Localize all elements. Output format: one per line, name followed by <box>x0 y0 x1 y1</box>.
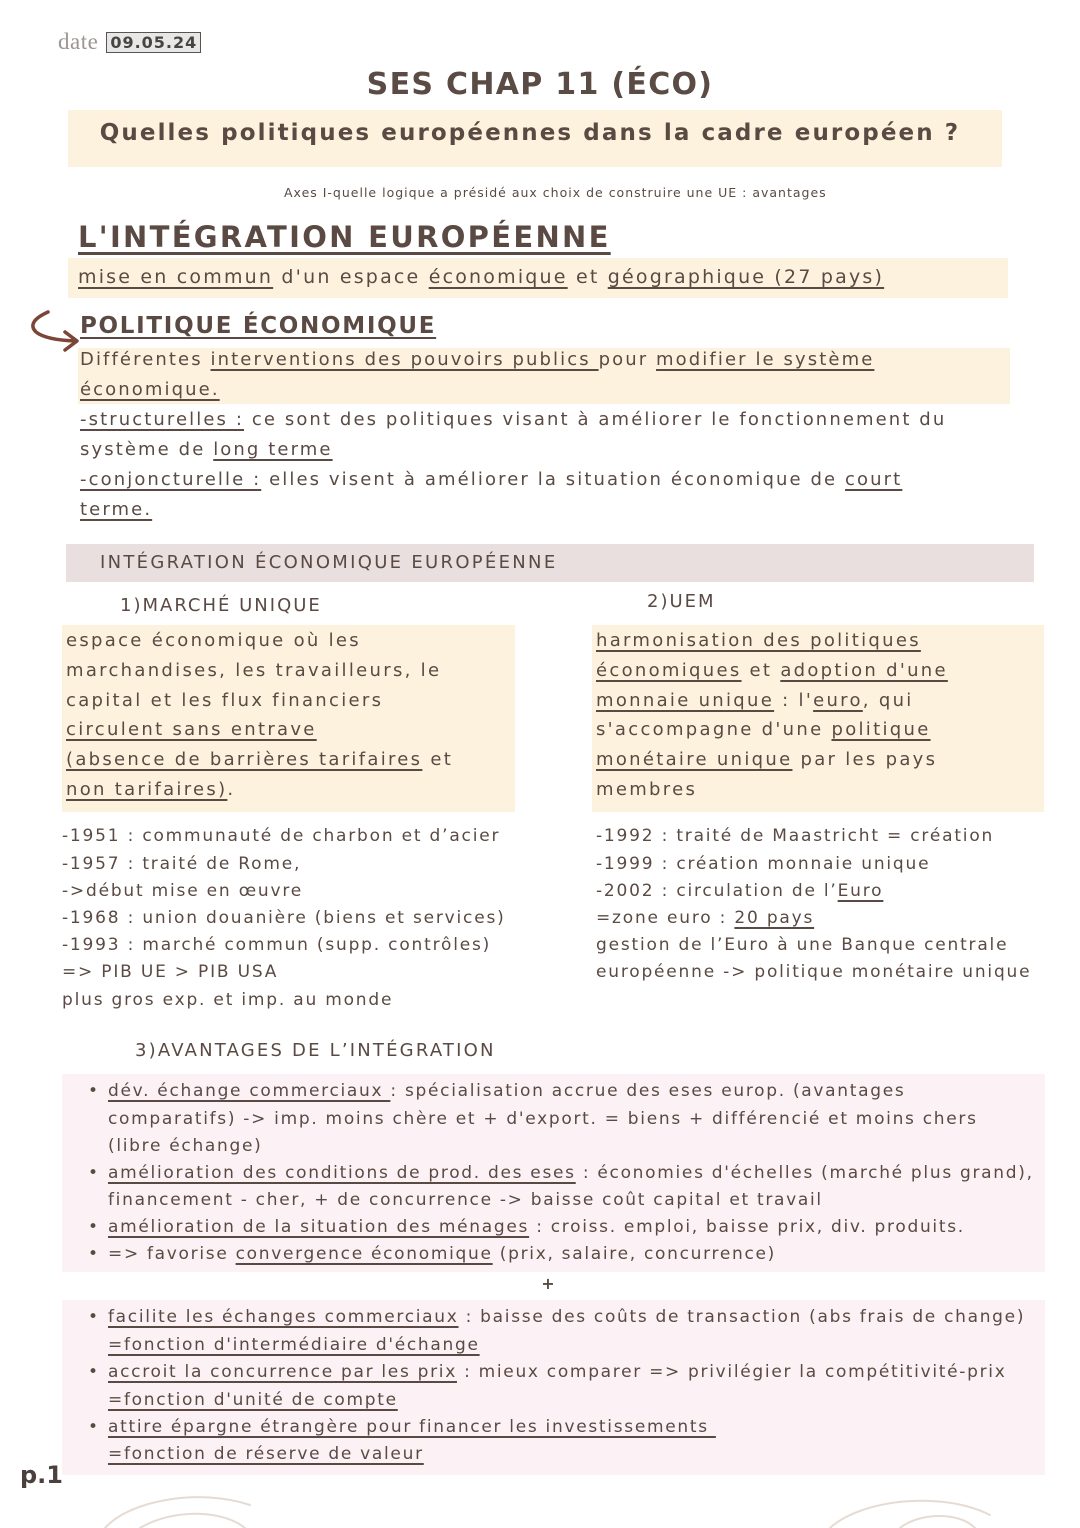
text-line <box>596 686 914 716</box>
section-title: INTÉGRATION ÉCONOMIQUE EUROPÉENNE <box>100 552 558 573</box>
text-line <box>80 345 874 375</box>
page-number: p.1 <box>20 1461 63 1489</box>
text-segment: ->début mise en œuvre <box>62 880 304 901</box>
text-segment: -1993 : marché commun (supp. contrôles) <box>62 935 492 956</box>
text-line <box>108 1187 823 1214</box>
text-segment: plus gros exp. et imp. au monde <box>62 989 394 1010</box>
date-value: 09.05.24 <box>106 32 201 53</box>
text-segment: : l' <box>774 689 814 711</box>
text-segment: Différentes <box>80 349 211 370</box>
text-segment: -1951 : communauté de charbon et d’acier <box>62 826 501 847</box>
integration-definition <box>78 258 1003 296</box>
text-segment: pour <box>598 349 657 370</box>
underlined-text: euro <box>813 689 863 711</box>
question-text: Quelles politiques européennes dans la cadre européen ? <box>99 120 961 146</box>
text-segment: capital et les flux financiers <box>66 689 384 711</box>
text-line <box>596 626 921 656</box>
decorative-curves <box>0 1480 1080 1528</box>
text-segment: et <box>567 266 608 288</box>
underlined-text: court <box>845 469 903 490</box>
underlined-text: politique <box>831 719 931 741</box>
marche-unique-definition <box>66 626 513 805</box>
text-segment: : économies d'échelles (marché plus grand), <box>575 1162 1034 1183</box>
date-label: date <box>58 29 99 54</box>
text-segment: . <box>227 778 236 800</box>
text-segment: (libre échange) <box>108 1135 263 1156</box>
underlined-text: accroit la concurrence par les prix <box>108 1362 457 1383</box>
text-segment: par les pays <box>792 749 938 771</box>
question-banner <box>68 110 1002 167</box>
text-line <box>108 1214 965 1241</box>
date-row <box>58 28 201 56</box>
underlined-text: économique <box>428 266 568 288</box>
underlined-text: harmonisation des politiques <box>596 630 921 651</box>
text-segment: d'un espace <box>273 266 429 288</box>
underlined-text: dév. échange commerciaux <box>108 1081 391 1102</box>
text-line <box>80 465 902 495</box>
text-line <box>596 823 994 850</box>
bullet-item <box>108 1160 1043 1214</box>
plus-separator: + <box>541 1274 555 1293</box>
underlined-text: amélioration des conditions de prod. des eses <box>108 1162 576 1183</box>
text-segment: -2002 : circulation de l’ <box>596 880 838 901</box>
underlined-text: -conjoncturelle : <box>80 469 262 490</box>
text-line <box>80 495 152 525</box>
bullet-item <box>108 1359 1043 1414</box>
text-segment: financement - cher, + de concurrence -> baisse coût capital et travail <box>108 1190 823 1211</box>
underlined-text: 20 pays <box>734 908 815 928</box>
text-segment: (prix, salaire, concurrence) <box>492 1244 777 1265</box>
bullet-item <box>108 1214 1043 1241</box>
text-line <box>66 686 383 716</box>
text-segment: gestion de l’Euro à une Banque centrale <box>596 935 1009 956</box>
underlined-text: interventions des pouvoirs publics <box>210 349 599 370</box>
text-line <box>108 1387 398 1414</box>
underlined-text: convergence économique <box>235 1244 493 1265</box>
text-segment: =zone euro : <box>596 908 735 928</box>
underlined-text: terme. <box>80 499 153 520</box>
text-line <box>596 715 931 745</box>
underlined-text: Euro <box>837 880 884 901</box>
underlined-text: =fonction de réserve de valeur <box>108 1444 424 1465</box>
text-line <box>596 905 814 932</box>
text-line <box>66 656 441 686</box>
text-line <box>62 905 506 932</box>
avantages-list-2 <box>108 1304 1043 1468</box>
text-segment: système de <box>80 439 214 460</box>
integration-heading: L'INTÉGRATION EUROPÉENNE <box>78 220 611 254</box>
text-line <box>108 1414 716 1441</box>
text-segment: comparatifs) -> imp. moins chère et + d'export. = biens + différencié et moins chers <box>108 1108 978 1129</box>
text-line <box>80 435 333 465</box>
underlined-text: circulent sans entrave <box>66 719 317 741</box>
text-line <box>66 775 235 805</box>
text-segment: européenne -> politique monétaire unique <box>596 962 1032 983</box>
decorative-curve <box>830 1501 990 1528</box>
politique-heading: POLITIQUE ÉCONOMIQUE <box>80 313 437 339</box>
text-segment: ce sont des politiques visant à améliorer le fonctionnement du <box>244 409 947 430</box>
text-line <box>108 1241 776 1268</box>
text-line <box>596 959 1031 986</box>
text-line <box>78 258 884 296</box>
decorative-curve <box>140 1514 245 1528</box>
marche-unique-heading: 1)MARCHÉ UNIQUE <box>120 595 322 616</box>
underlined-text: facilite les échanges commerciaux <box>108 1307 459 1328</box>
uem-timeline <box>596 823 1070 986</box>
text-line <box>596 745 937 775</box>
page-title: SES CHAP 11 (ÉCO) <box>366 67 714 102</box>
text-segment: -1992 : traité de Maastricht = création <box>596 826 995 847</box>
decorative-curve <box>900 1516 975 1528</box>
underlined-text: =fonction d'intermédiaire d'échange <box>108 1334 480 1355</box>
underlined-text: monnaie unique <box>596 689 775 711</box>
underlined-text: géographique (27 pays) <box>607 266 885 288</box>
text-segment: : croiss. emploi, baisse prix, div. produits. <box>529 1217 965 1238</box>
text-segment: et <box>741 659 781 681</box>
underlined-text: économiques <box>596 659 742 681</box>
text-segment: membres <box>596 778 698 800</box>
text-segment: et <box>422 749 454 771</box>
underlined-text: non tarifaires) <box>66 778 228 800</box>
text-line <box>62 932 491 959</box>
text-segment: elles visent à améliorer la situation économique de <box>261 469 846 490</box>
text-segment: s'accompagne d'une <box>596 719 832 741</box>
bullet-item <box>108 1078 1043 1160</box>
text-line <box>108 1133 263 1160</box>
bullet-item <box>108 1304 1043 1359</box>
text-segment: marchandises, les travailleurs, le <box>66 659 442 681</box>
underlined-text: modifier le système <box>656 349 875 370</box>
bullet-item <box>108 1414 1043 1469</box>
underlined-text: -structurelles : <box>80 409 245 430</box>
text-line <box>62 959 278 986</box>
text-line <box>108 1304 1025 1331</box>
text-line <box>80 405 946 435</box>
text-segment: => favorise <box>108 1244 236 1265</box>
underlined-text: mise en commun <box>78 266 274 288</box>
decorative-curve <box>105 1497 250 1528</box>
text-line <box>596 932 1008 959</box>
text-line <box>108 1441 424 1468</box>
underlined-text: adoption d'une <box>780 659 948 681</box>
text-line <box>62 851 301 878</box>
text-line <box>66 626 361 656</box>
text-line <box>62 987 393 1014</box>
underlined-text: (absence de barrières tarifaires <box>66 749 423 771</box>
text-segment: , qui <box>862 689 914 711</box>
underlined-text: économique. <box>80 379 220 400</box>
text-line <box>108 1078 905 1105</box>
curved-arrow-icon <box>22 302 82 354</box>
section-bar <box>66 544 1034 582</box>
text-line <box>108 1332 480 1359</box>
uem-heading: 2)UEM <box>647 591 716 612</box>
text-segment: : baisse des coûts de transaction (abs frais de change) <box>458 1307 1026 1328</box>
text-segment: => PIB UE > PIB USA <box>62 962 279 983</box>
text-segment: : mieux comparer => privilégier la compétitivité-prix <box>456 1362 1007 1383</box>
text-segment: espace économique où les <box>66 630 361 651</box>
text-line <box>62 878 303 905</box>
avantages-list-1 <box>108 1078 1043 1268</box>
text-line <box>108 1359 1006 1386</box>
bullet-item <box>108 1241 1043 1268</box>
text-segment: -1999 : création monnaie unique <box>596 853 931 874</box>
politique-text <box>80 345 1010 525</box>
underlined-text: amélioration de la situation des ménages <box>108 1217 530 1238</box>
underlined-text: attire épargne étrangère pour financer les investissements <box>108 1416 716 1437</box>
text-line <box>66 745 453 775</box>
underlined-text: long terme <box>213 439 333 460</box>
avantages-heading: 3)AVANTAGES DE L’INTÉGRATION <box>135 1040 496 1061</box>
text-segment: -1968 : union douanière (biens et services) <box>62 908 506 928</box>
text-segment: -1957 : traité de Rome, <box>62 853 302 874</box>
uem-definition <box>596 626 1042 805</box>
marche-unique-timeline <box>62 823 582 1013</box>
text-line <box>80 375 220 405</box>
text-line <box>108 1160 1034 1187</box>
text-line <box>108 1106 978 1133</box>
text-line <box>596 878 883 905</box>
text-line <box>596 775 697 805</box>
text-line <box>62 823 500 850</box>
underlined-text: =fonction d'unité de compte <box>108 1389 398 1410</box>
text-line <box>66 715 317 745</box>
text-line <box>596 851 930 878</box>
text-line <box>596 656 948 686</box>
underlined-text: monétaire unique <box>596 749 793 771</box>
text-segment: : spécialisation accrue des eses europ. (avantages <box>390 1081 906 1102</box>
axes-note: Axes I-quelle logique a présidé aux choix de construire une UE : avantages <box>284 185 827 200</box>
